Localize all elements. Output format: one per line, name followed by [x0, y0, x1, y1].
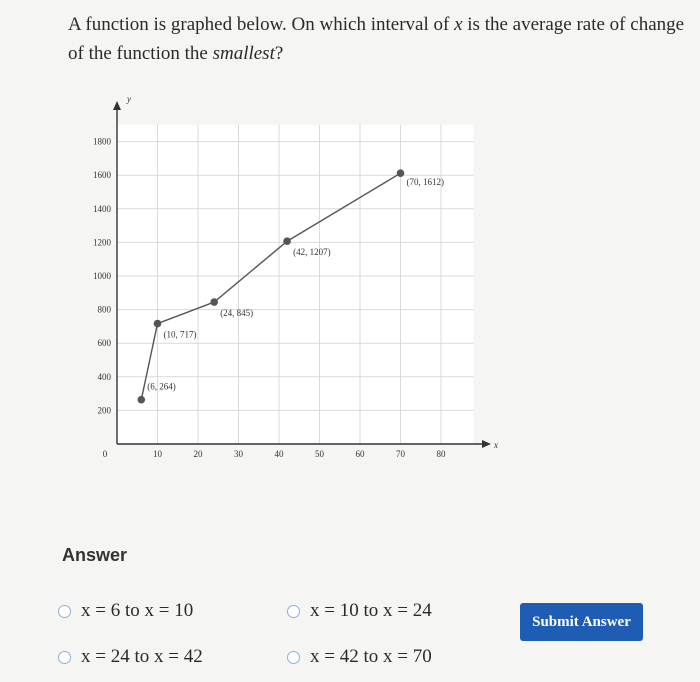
choice-label: x = 6 to x = 10	[81, 600, 194, 621]
x-tick-label: 50	[315, 449, 324, 459]
choice-24-to-42[interactable]	[58, 646, 203, 668]
point-label: (70, 1612)	[406, 177, 444, 188]
data-point	[210, 298, 218, 306]
data-point	[397, 169, 405, 177]
y-tick-label: 1200	[93, 237, 111, 248]
y-tick-label: 400	[97, 371, 111, 382]
y-tick-label: 200	[97, 405, 111, 416]
radio-button[interactable]	[287, 651, 300, 664]
x-axis-arrow	[482, 440, 491, 448]
data-point	[154, 320, 162, 328]
choice-label: x = 42 to x = 70	[310, 646, 432, 667]
question-part-3: ?	[274, 43, 284, 64]
x-tick-label: 20	[193, 449, 203, 459]
radio-button[interactable]	[58, 605, 71, 618]
x-tick-label: 80	[436, 449, 446, 459]
y-tick-label: 600	[97, 338, 111, 349]
answer-label: Answer	[62, 545, 128, 565]
point-label: (10, 717)	[163, 329, 197, 340]
question-part-1: A function is graphed below. On which interval of	[68, 14, 455, 35]
choice-6-to-10[interactable]	[58, 600, 193, 622]
x-tick-label: 10	[153, 449, 162, 459]
point-label: (6, 264)	[147, 381, 176, 392]
choice-10-to-24[interactable]	[287, 600, 432, 622]
x-tick-label: 70	[396, 449, 405, 459]
x-tick-label: 30	[234, 449, 243, 459]
data-point	[138, 396, 146, 404]
data-point	[283, 237, 291, 245]
y-tick-label: 1800	[93, 136, 111, 147]
plot-area	[117, 125, 473, 444]
choice-42-to-70[interactable]	[287, 646, 432, 668]
question-emphasis: smallest	[212, 43, 275, 64]
x-tick-label: 60	[355, 449, 365, 459]
point-label: (24, 845)	[220, 308, 254, 319]
radio-button[interactable]	[58, 651, 71, 664]
origin-label: 0	[102, 449, 108, 459]
x-tick-label: 40	[274, 449, 284, 459]
question-variable: x	[454, 14, 463, 35]
radio-button[interactable]	[287, 605, 300, 618]
submit-answer-button[interactable]: Submit Answer	[520, 603, 643, 641]
y-tick-label: 800	[97, 304, 111, 315]
y-axis-label: y	[127, 94, 131, 104]
point-label: (42, 1207)	[293, 247, 331, 258]
y-tick-label: 1400	[93, 203, 111, 214]
choice-label: x = 24 to x = 42	[81, 646, 203, 667]
y-axis-arrow	[113, 101, 121, 110]
choice-label: x = 10 to x = 24	[310, 600, 432, 621]
y-tick-label: 1000	[93, 271, 111, 281]
y-tick-label: 1600	[93, 170, 111, 181]
x-axis-label: x	[494, 440, 498, 450]
question-part-2: is the average rate of change of the function the	[68, 14, 685, 64]
